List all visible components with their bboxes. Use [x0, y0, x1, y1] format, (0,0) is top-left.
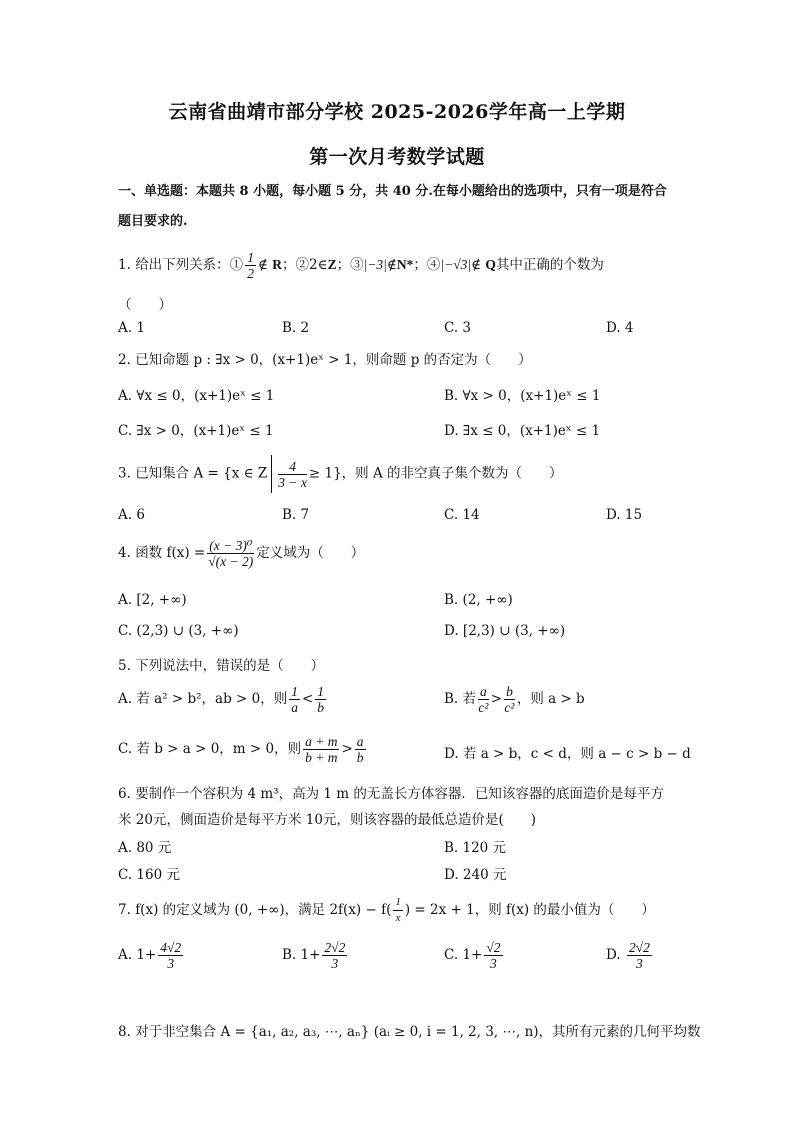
- option-c: C. 若 b > a > 0，m > 0，则 $\frac{a + m}{b + m}$ > $\frac{a}{b}$: [118, 734, 364, 765]
- question-7: 7. f(x) 的定义域为 (0, +∞)，满足 2f(x) − f( $\frac{1}{x}$ ) = 2x + 1，则 f(x) 的最小值为（ ）: [118, 896, 655, 924]
- option-c: C. 14: [444, 507, 480, 523]
- option-a: A. 若 a² > b²，ab > 0，则 $\frac{1}{a}$ < $\frac{1}{b}$: [118, 684, 325, 715]
- exam-title-line2: 第一次月考数学试题: [309, 146, 485, 168]
- option-d: D. 15: [606, 507, 643, 523]
- option-b: B. 若 $\frac{a}{\text{c²}}$ > $\frac{b}{\text{c²}}$ ，则 a > b: [444, 684, 585, 715]
- option-d: D. 若 a > b，c < d，则 a − c > b − d: [444, 746, 691, 762]
- option-b: B. 1+ $\frac{2√2}{3}$: [282, 940, 346, 971]
- question-5: 5. 下列说法中，错误的是（ ）: [118, 658, 325, 674]
- option-b: B. (2, +∞): [444, 592, 513, 608]
- option-d: D. ∃x ≤ 0，(x+1)eˣ ≤ 1: [444, 423, 601, 439]
- option-a: A. [2, +∞): [118, 592, 187, 608]
- option-c: C. (2,3) ∪ (3, +∞): [118, 623, 239, 639]
- fraction: $\frac{1}{2}$: [247, 250, 254, 281]
- question-1: 1. 给出下列关系：① $\frac{1}{2}$ ∉ R；②2∈Z；③|−3|∉N*；④|−√3|∉ Q其中正确的个数为: [118, 250, 604, 281]
- option-b: B. ∀x > 0，(x+1)eˣ ≤ 1: [444, 388, 601, 404]
- option-a: A. ∀x ≤ 0，(x+1)eˣ ≤ 1: [118, 388, 275, 404]
- option-b: B. 120 元: [444, 840, 507, 856]
- option-d: D. [2,3) ∪ (3, +∞): [444, 623, 566, 639]
- option-c: C. 3: [444, 320, 472, 336]
- option-d: D. 4: [606, 320, 634, 336]
- answer-paren: （ ）: [118, 297, 172, 313]
- question-8: 8. 对于非空集合 A = {a₁, a₂, a₃, ⋯, aₙ} (aᵢ ≥ 0, i = 1, 2, 3, ⋯, n)，其所有元素的几何平均数: [118, 1024, 701, 1040]
- question-6-line2: 米 20元，侧面造价是每平方米 10元，则该容器的最低总造价是( ): [118, 812, 536, 828]
- section-heading: 一、单选题：本题共 8 小题，每小题 5 分，共 40 分.在每小题给出的选项中，只有一项是符合题目要求的.: [118, 184, 667, 229]
- option-a: A. 80 元: [118, 840, 172, 856]
- option-c: C. 1+ $\frac{√2}{3}$: [444, 940, 501, 971]
- question-2: 2. 已知命题 p : ∃x > 0，(x+1)eˣ > 1，则命题 p 的否定为（ ）: [118, 352, 532, 368]
- question-4: 4. 函数 f(x) = $\frac{\text{(x − 3)⁰}}{√(x - 2)}$ 定义域为（ ）: [118, 538, 365, 569]
- set-divider: [271, 455, 272, 493]
- option-c: C. 160 元: [118, 867, 180, 883]
- option-b: B. 7: [282, 507, 310, 523]
- option-a: A. 1+ $\frac{4√2}{3}$: [118, 940, 182, 971]
- option-d: D. 240 元: [444, 867, 507, 883]
- option-a: A. 6: [118, 507, 145, 523]
- question-3: 3. 已知集合 A = {x ∈ Z $\frac{4}{3 - x}$ ≥ 1}，则 A 的非空真子集个数为（ ）: [118, 455, 563, 493]
- exam-title-line1: 云南省曲靖市部分学校 2025-2026学年高一上学期: [168, 101, 626, 123]
- question-6: 6. 要制作一个容积为 4 m³，高为 1 m 的无盖长方体容器．已知该容器的底面造价是每平方: [118, 786, 664, 802]
- question-number: 1.: [118, 257, 131, 273]
- option-c: C. ∃x > 0，(x+1)eˣ ≤ 1: [118, 423, 274, 439]
- fraction: $\frac{\text{(x − 3)⁰}}{√(x - 2)}$: [208, 538, 254, 569]
- fraction: $\frac{4}{3 - x}$: [278, 458, 307, 490]
- option-b: B. 2: [282, 320, 310, 336]
- option-a: A. 1: [118, 320, 145, 336]
- option-d: D. $\frac{2√2}{3}$: [606, 940, 650, 971]
